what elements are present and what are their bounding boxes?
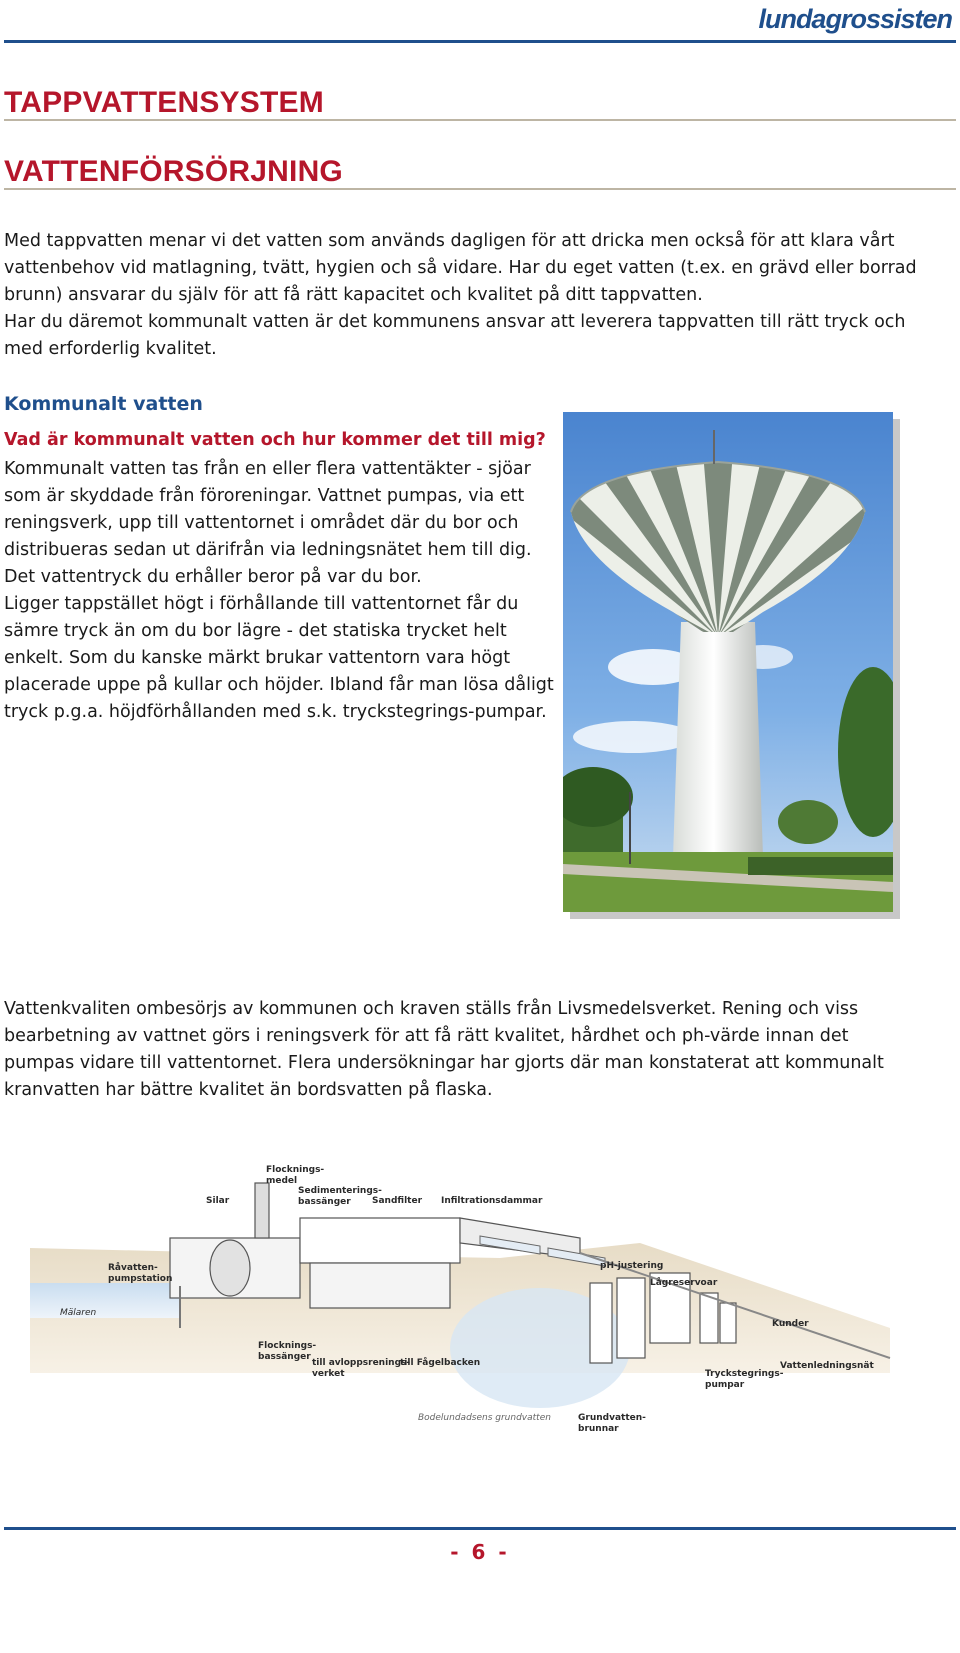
label-flockningsbassanger-2: bassänger <box>258 1352 311 1362</box>
label-infiltrationsdammar: Infiltrationsdammar <box>441 1196 543 1206</box>
kommunalt-vatten-text <box>4 456 554 726</box>
label-malaren: Mälaren <box>60 1308 97 1318</box>
label-avlopp-2: verket <box>312 1369 345 1379</box>
label-tryckstegring-2: pumpar <box>705 1380 745 1390</box>
label-ravatten-2: pumpstation <box>108 1274 173 1284</box>
subheading-kommunalt-vatten: Kommunalt vatten <box>4 393 203 415</box>
label-flockningsbassanger: Flocknings- <box>258 1341 317 1351</box>
section-title: VATTENFÖRSÖRJNING <box>4 155 343 188</box>
label-grundvattenbrunnar-2: brunnar <box>578 1424 619 1434</box>
header-rule <box>4 40 956 43</box>
label-sedimentering-2: bassänger <box>298 1197 351 1207</box>
intro-text <box>4 228 924 363</box>
intro-paragraph-2: Har du däremot kommunalt vatten är det kommunens ansvar att leverera tappvatten till rätt tryck och med erforderlig kvalitet. <box>4 312 906 359</box>
brand-logo: lundagrossisten <box>758 4 952 34</box>
lake-water <box>30 1283 180 1318</box>
section-title-rule <box>4 188 956 190</box>
label-sandfilter: Sandfilter <box>372 1196 423 1206</box>
body-paragraph-1: Kommunalt vatten tas från en eller flera vattentäkter - sjöar som är skyddade från föroreningar. Vattnet pumpas, via ett reningsverk, upp till vattentornet i området där du bor och distribueras sedan ut därifrån via ledningsnätet hem till dig. Det vattentryck du erhåller beror på var du bor. <box>4 459 532 587</box>
quality-paragraph: Vattenkvaliten ombesörjs av kommunen och kraven ställs från Livsmedelsverket. Rening och viss bearbetning av vattnet görs i reningsverk för att få rätt kvalitet, hårdhet och ph-värde innan det pumpas vidare till vattentornet. Flera undersökningar har gjorts där man konstaterat att kommunalt kranvatten har bättre kvalitet än bordsvatten på flaska. <box>4 999 884 1100</box>
intro-paragraph-1: Med tappvatten menar vi det vatten som används dagligen för att dricka men också för att klara vårt vattenbehov vid matlagning, tvätt, hygien och så vidare. Har du eget vatten (t.ex. en grävd eller borrad brunn) ansvarar du själv för att få rätt kapacitet och kvalitet på ditt tappvatten. <box>4 231 917 305</box>
water-treatment-diagram <box>20 1158 900 1458</box>
title-rule <box>4 119 956 121</box>
label-kunder: Kunder <box>772 1319 809 1329</box>
label-fagelbacken: till Fågelbacken <box>400 1358 481 1368</box>
label-vattenledningsnat: Vattenledningsnät <box>780 1361 874 1371</box>
label-ph-justering: pH-justering <box>600 1261 664 1271</box>
label-sedimentering: Sedimenterings- <box>298 1186 382 1196</box>
body-paragraph-2: Ligger tappstället högt i förhållande till vattentornet får du sämre tryck än om du bor lägre - det statiska trycket helt enkelt. Som du kanske märkt brukar vattentorn vara högt placerade uppe på kullar och höjder. Ibland får man lösa dåligt tryck p.g.a. höjdförhållanden med s.k. tryckstegrings-pumpar. <box>4 594 554 722</box>
label-grundvattenbrunnar: Grundvatten- <box>578 1413 646 1423</box>
page-number: - 6 - <box>450 1540 510 1564</box>
label-silar: Silar <box>206 1196 230 1206</box>
label-avlopp: till avloppsrenings- <box>312 1358 411 1368</box>
label-ravatten: Råvatten- <box>108 1263 158 1273</box>
footer-rule <box>4 1527 956 1530</box>
page-title: TAPPVATTENSYSTEM <box>4 86 324 119</box>
label-flockningsmedel-2: medel <box>266 1176 298 1186</box>
label-tryckstegring: Tryckstegrings- <box>705 1369 784 1379</box>
label-lagreservoar: Lågreservoar <box>650 1278 718 1288</box>
label-flockningsmedel: Flocknings- <box>266 1165 325 1175</box>
question-heading: Vad är kommunalt vatten och hur kommer det till mig? <box>4 430 546 450</box>
label-grundvatten-area: Bodelundadsens grundvatten <box>418 1413 551 1423</box>
water-tower-photo <box>563 412 893 912</box>
